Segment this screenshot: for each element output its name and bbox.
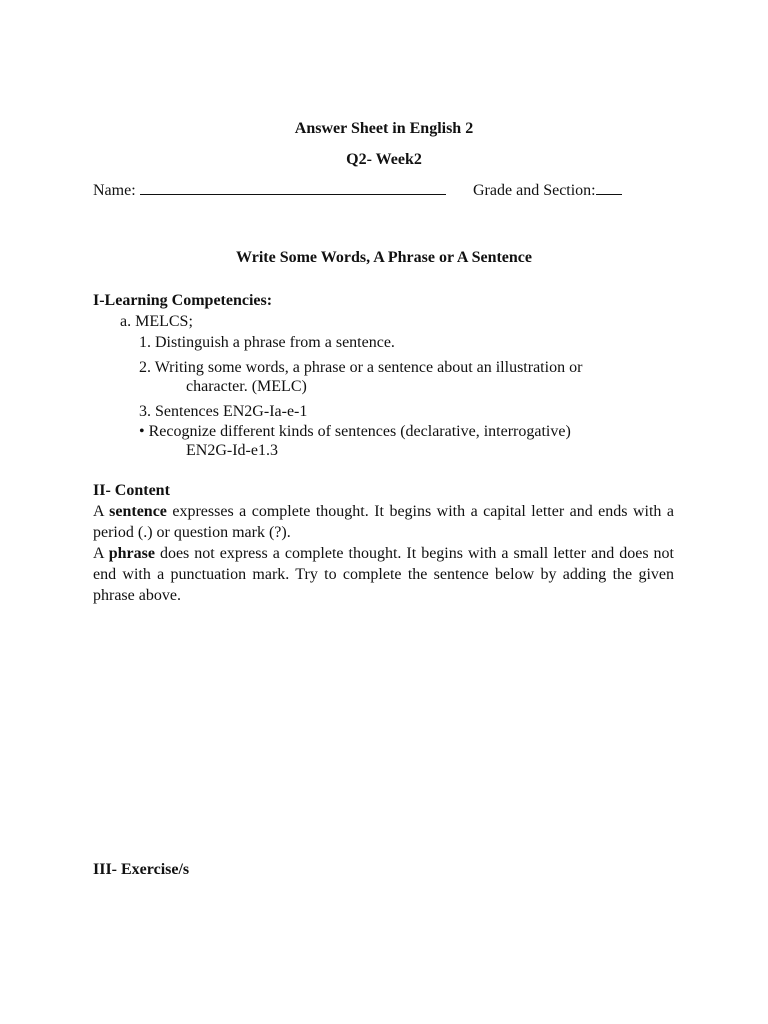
name-label: Name: xyxy=(93,182,136,199)
sentence-term: sentence xyxy=(109,503,167,520)
competency-item-2-line-1: 2. Writing some words, a phrase or a sentence about an illustration or xyxy=(139,359,583,376)
phrase-definition-text: does not express a complete thought. It begins with a small letter and does not end with a punctuation mark. Try to complete the sentence below by adding the given phrase above. xyxy=(93,545,675,604)
lesson-title: Write Some Words, A Phrase or A Sentence xyxy=(236,249,532,266)
competency-bullet-line-2: EN2G-Id-e1.3 xyxy=(186,442,278,459)
grade-section-field-row xyxy=(473,180,622,201)
name-blank xyxy=(140,180,446,195)
sentence-definition-text: expresses a complete thought. It begins with a capital letter and ends with a period (.) or question mark (?). xyxy=(93,503,674,541)
phrase-definition-paragraph xyxy=(93,543,674,606)
competency-item-2-line-2: character. (MELC) xyxy=(186,378,307,395)
name-field-row xyxy=(93,180,446,201)
document-title: Answer Sheet in English 2 xyxy=(294,120,474,137)
exercises-heading: III- Exercise/s xyxy=(93,861,190,878)
sentence-definition-paragraph xyxy=(93,501,674,543)
phrase-term: phrase xyxy=(108,545,155,562)
competency-item-1: 1. Distinguish a phrase from a sentence. xyxy=(139,334,395,351)
competency-bullet-line-1: • Recognize different kinds of sentences (declarative, interrogative) xyxy=(139,423,571,440)
sentence-definition-prefix: A xyxy=(93,503,104,520)
grade-section-blank xyxy=(596,180,622,195)
quarter-week-label: Q2- Week2 xyxy=(346,151,422,168)
competency-item-3: 3. Sentences EN2G-Ia-e-1 xyxy=(139,403,308,420)
learning-competencies-heading: I-Learning Competencies: xyxy=(93,292,273,309)
phrase-definition-prefix: A xyxy=(93,545,104,562)
grade-section-label: Grade and Section: xyxy=(473,182,596,199)
content-heading: II- Content xyxy=(93,482,170,499)
melcs-label: a. MELCS; xyxy=(120,313,193,330)
